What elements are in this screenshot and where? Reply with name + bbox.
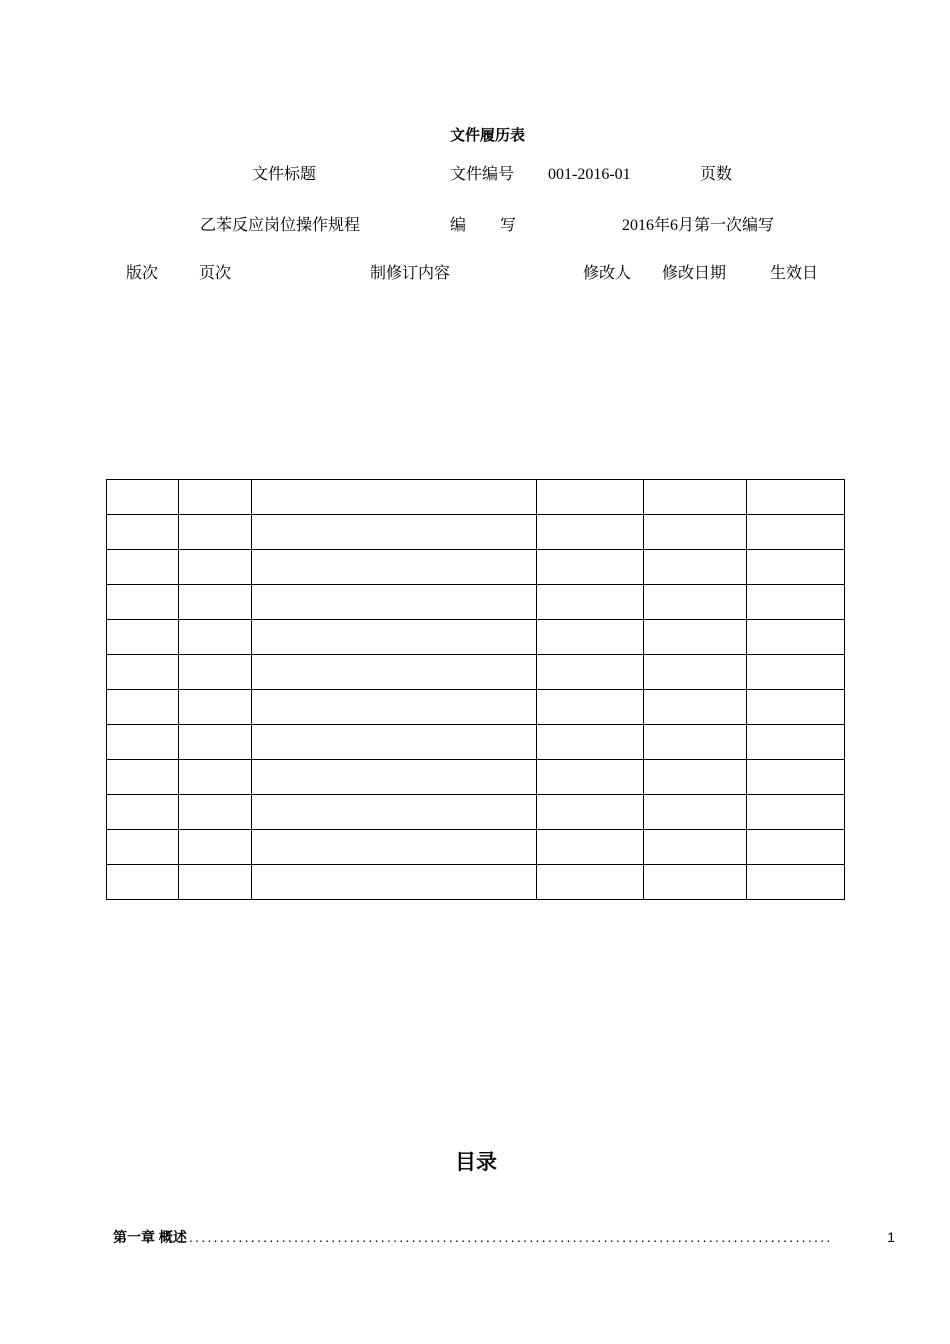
table-cell — [107, 620, 179, 655]
table-cell — [179, 725, 252, 760]
table-cell — [644, 690, 747, 725]
table-cell — [644, 830, 747, 865]
table-cell — [252, 620, 537, 655]
table-cell — [107, 865, 179, 900]
table-cell — [107, 830, 179, 865]
table-cell — [252, 725, 537, 760]
table-cell — [747, 795, 845, 830]
table-cell — [747, 830, 845, 865]
table-row — [107, 830, 845, 865]
table-cell — [179, 515, 252, 550]
toc-entry-leader: ........................................................................................................ — [188, 1229, 833, 1245]
rev-header-content: 制修订内容 — [370, 265, 451, 282]
table-cell — [644, 655, 747, 690]
author-label-part1: 编 — [450, 217, 467, 234]
table-cell — [644, 515, 747, 550]
table-cell — [644, 725, 747, 760]
table-cell — [747, 480, 845, 515]
table-cell — [537, 830, 644, 865]
table-cell — [179, 760, 252, 795]
table-row — [107, 725, 845, 760]
table-cell — [537, 550, 644, 585]
table-cell — [747, 865, 845, 900]
table-cell — [179, 480, 252, 515]
table-cell — [252, 550, 537, 585]
table-cell — [252, 865, 537, 900]
table-cell — [107, 585, 179, 620]
rev-header-modify-date: 修改日期 — [662, 265, 727, 282]
table-cell — [179, 655, 252, 690]
table-cell — [107, 515, 179, 550]
table-cell — [107, 655, 179, 690]
table-cell — [252, 515, 537, 550]
table-cell — [107, 725, 179, 760]
toc-entry-label[interactable]: 第一章 概述 — [113, 1229, 187, 1245]
table-cell — [747, 655, 845, 690]
table-cell — [537, 795, 644, 830]
table-cell — [107, 795, 179, 830]
table-cell — [179, 585, 252, 620]
table-row — [107, 550, 845, 585]
table-row — [107, 795, 845, 830]
table-cell — [252, 585, 537, 620]
table-cell — [747, 515, 845, 550]
table-cell — [179, 830, 252, 865]
pages-label: 页数 — [700, 166, 733, 183]
table-cell — [107, 480, 179, 515]
table-cell — [179, 865, 252, 900]
table-row — [107, 760, 845, 795]
table-cell — [644, 760, 747, 795]
table-cell — [537, 865, 644, 900]
table-cell — [644, 620, 747, 655]
table-row — [107, 515, 845, 550]
file-title-label: 文件标题 — [252, 166, 317, 183]
table-row — [107, 690, 845, 725]
table-cell — [537, 480, 644, 515]
file-title-value: 乙苯反应岗位操作规程 — [200, 217, 361, 234]
file-number-label: 文件编号 — [450, 166, 515, 183]
table-cell — [179, 690, 252, 725]
rev-header-page: 页次 — [199, 265, 232, 282]
toc-heading: 目录 — [455, 1151, 497, 1174]
table-cell — [107, 760, 179, 795]
table-cell — [747, 760, 845, 795]
doc-history-title: 文件履历表 — [450, 128, 526, 144]
table-cell — [179, 795, 252, 830]
table-cell — [644, 585, 747, 620]
table-row — [107, 480, 845, 515]
table-cell — [537, 655, 644, 690]
table-cell — [747, 585, 845, 620]
toc-entry-page: 1 — [887, 1229, 895, 1245]
table-cell — [252, 760, 537, 795]
table-cell — [537, 725, 644, 760]
table-cell — [179, 620, 252, 655]
table-cell — [537, 585, 644, 620]
table-cell — [644, 480, 747, 515]
table-cell — [252, 795, 537, 830]
table-cell — [747, 690, 845, 725]
rev-header-effective-date: 生效日 — [770, 265, 819, 282]
table-cell — [107, 690, 179, 725]
table-cell — [644, 795, 747, 830]
table-row — [107, 655, 845, 690]
toc-entry[interactable] — [113, 1227, 895, 1247]
file-number-value: 001-2016-01 — [548, 166, 631, 183]
table-cell — [537, 620, 644, 655]
table-cell — [107, 550, 179, 585]
revision-table — [106, 479, 845, 900]
table-row — [107, 585, 845, 620]
table-cell — [179, 550, 252, 585]
table-cell — [252, 690, 537, 725]
table-cell — [252, 480, 537, 515]
table-cell — [252, 830, 537, 865]
rev-header-modifier: 修改人 — [583, 265, 632, 282]
author-value: 2016年6月第一次编写 — [622, 217, 775, 234]
table-cell — [644, 550, 747, 585]
table-cell — [644, 865, 747, 900]
author-label-part2: 写 — [500, 217, 517, 234]
rev-header-edition: 版次 — [126, 265, 159, 282]
table-cell — [747, 620, 845, 655]
table-cell — [537, 760, 644, 795]
table-row — [107, 620, 845, 655]
table-row — [107, 865, 845, 900]
table-cell — [537, 515, 644, 550]
table-cell — [747, 725, 845, 760]
table-cell — [537, 690, 644, 725]
table-cell — [252, 655, 537, 690]
table-cell — [747, 550, 845, 585]
